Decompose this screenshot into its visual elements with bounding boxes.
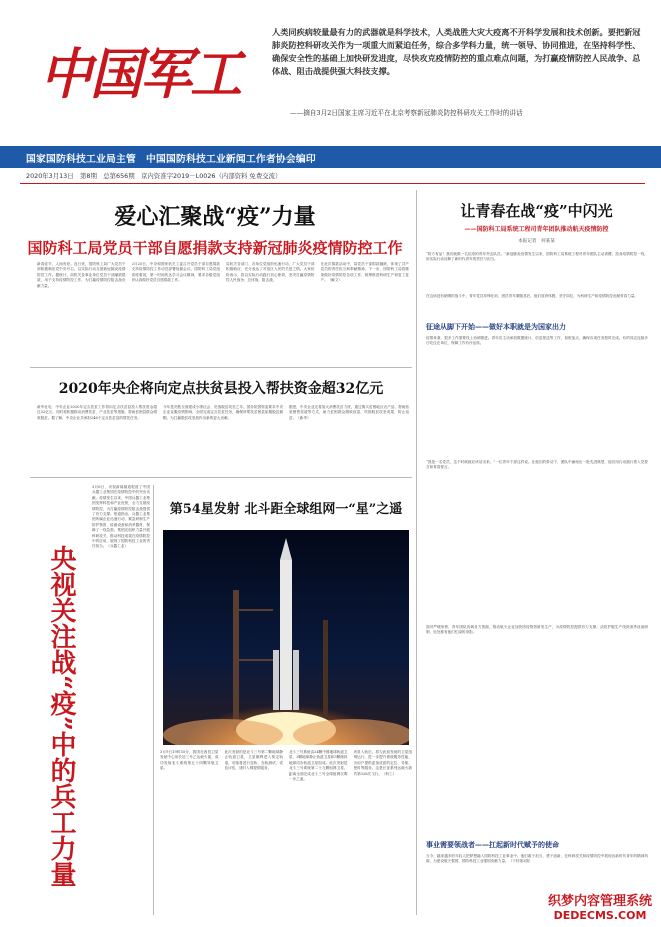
masthead-title: 中国军工	[40, 42, 241, 107]
poverty-body	[37, 405, 409, 473]
left-feature-title-c: 中的兵工力量	[46, 730, 76, 887]
headline-body-col3: 局机关各部门、各单位党组织迅速行动，广大党员干部积极响应，充分表达了对疫区人民的关爱之情。大家纷纷表示，将以实际行动践行初心使命，坚决打赢疫情防控人民战争、总体战、阻击战。	[226, 262, 315, 283]
poverty-body-col2: 今年是决胜全面建成小康社会、决战脱贫攻坚之年。国务院国资委要求中央企业克服疫情影响，全面完成定点扶贫任务，确保所帮扶贫困县如期脱贫摘帽，为打赢脱贫攻坚战作出新的更大贡献。	[163, 405, 283, 420]
launch-photo	[163, 530, 409, 745]
launch-title: 第54星发射 北斗距全球组网一“星”之遥	[169, 502, 403, 517]
masthead-quote-source: ——摘自3月2日国家主席习近平在北京考察新冠肺炎防控科研攻关工作时的讲话	[290, 109, 523, 117]
poverty-body-col3: 据悉，中央企业还将加大消费扶贫力度，通过购买贫困地区农产品、帮助拓宽销售渠道等方式，助力贫困群众增收致富，巩固脱贫攻坚成果，防止返贫。（新华）	[289, 405, 409, 420]
masthead-logo	[40, 20, 250, 140]
right-subtitle: ——国防科工局系统工程司青年团队推动航天疫情防控	[464, 226, 609, 233]
launch-body	[160, 750, 412, 915]
headline-title: 爱心汇聚战“疫”力量	[114, 204, 316, 230]
watermark	[545, 890, 655, 922]
poverty-body-col1: 新华社电 中央企业2020年定点扶贫工作将向定点扶贫县投入帮扶资金超过32亿元，同时将积极推动消费扶贫、产业扶贫等措施，帮助贫困县群众增收脱贫。据了解，中央企业共承担246个定点扶贫县的帮扶任务。	[37, 405, 157, 420]
headline-body	[37, 262, 409, 362]
divider	[416, 190, 417, 915]
right-body-4: “我是一名党员，这个时候就应该站出来。”一位青年干部这样说。在他们的带动下，团队中涌现出一批先进典型，他们用行动践行着入党誓言和青春誓言。	[426, 460, 648, 470]
right-section-2: 事业需要领战者——扛起新时代赋予的使命	[426, 840, 559, 849]
right-title: 让青春在战“疫”中闪光	[460, 202, 613, 220]
right-body-1: “防方有品！我们就做一名抗疫的青年突击队员。”新冠肺炎疫情发生以来，国防科工局系统工程司青年团队主动请缨，投身疫情防控一线，用实际行动诠释了新时代青年的责任与担当。	[426, 252, 648, 262]
headline-body-col2: 2月25日，中央和国家机关工委召开党员干部自愿捐款支持疫情防控工作动员部署视频会议。国防科工局党组高度重视，第一时间传达学习会议精神，要求各级党组织认真做好党员自愿捐款工作。	[131, 262, 220, 283]
headline-body-col1: 新春佳节，人间有爱。连日来，国防科工局广大党员干部积极响应党中央号召，以实际行动支援新冠肺炎疫情防控工作。据统计，局机关及事业单位党员干部踊跃捐款，用于支持疫情防控工作，为打赢疫情防控阻击战贡献力量。	[37, 262, 126, 288]
issue-info: 2020年3月13日 第8期 总第656期 京内资准字2019－L0026（内部资料 免费交流）	[26, 172, 282, 180]
headline-subtitle: 国防科工局党员干部自愿捐款支持新冠肺炎疫情防控工作	[27, 239, 403, 257]
right-body-6: 当今，越来越多的年轻人把梦想融入国防科技工业事业中。他们敢于担当、勇于创新，在科研攻关和疫情防控中展现出新时代青年的精神风貌，为建设航天强国、国防科技工业强国贡献力量。（下转第2版）	[426, 854, 648, 864]
left-feature-body: 3月6日，央视新闻频道报道了中国兵器工业集团在疫情防控中的突出贡献。疫情发生以来，中国兵器工业集团发挥科技和产业优势，全力支援疫情防控，为打赢疫情防控阻击战提供了有力支撑。报道指出，兵器工业集团所属企业迅速行动，紧急研制生产防护物资、检测设备和消杀器材，保障了一线急需。集团还组织力量开展科研攻关，推动科技成果在疫情防控中的应用，展现了国防科技工业的责任担当。（兵器工业）	[92, 485, 150, 549]
launch-body-col4: 该星入轨后，将与此前发射的卫星组网运行，进一步提升系统服务性能，为用户提供更加优质的定位、导航、授时等服务。这是长征系列运载火箭的第328次飞行。（科工）	[353, 750, 412, 776]
watermark-text: 织梦内容管理系统	[547, 894, 652, 909]
right-body-3: 疫情来袭，很多工作需要线上协调推进。青年们主动承担数据统计、信息报送等工作，加班加点，确保各项任务按时完成。有的同志连续多日吃住在单位，保障工作有序运转。	[426, 336, 648, 346]
launch-body-col2: 此次发射的是北斗三号第二颗地球静止轨道卫星，卫星顺利进入预定轨道，后续将进行变轨、在轨测试、试验评估，适时入网提供服务。	[224, 750, 283, 771]
watermark-url: DEDECMS.COM	[553, 909, 647, 922]
banner	[0, 146, 661, 168]
right-body-2: 在这场没有硝烟的战斗中，青年党员冲锋在前，团员青年紧随其后，他们放弃休假，坚守岗位，为科研生产和疫情防控贡献青春力量。	[426, 294, 639, 298]
right-body-5: 面对严峻形势，青年团队协调各方资源，推动航天企业加快防疫物资研发生产，为疫情防控提供有力支撑。从防护服生产线到消杀设备研制，处处都有他们忙碌的身影。	[426, 625, 648, 635]
right-author: 本报记者 何某某	[518, 239, 555, 244]
divider	[153, 485, 154, 915]
rocket-launch-image	[163, 530, 409, 745]
poverty-title: 2020年央企将向定点扶贫县投入帮扶资金超32亿元	[58, 381, 384, 397]
banner-text: 国家国防科技工业局主管 中国国防科技工业新闻工作者协会编印	[26, 154, 316, 165]
launch-body-col3: 北斗三号系统由24颗中圆地球轨道卫星、3颗地球静止轨道卫星和3颗倾斜地球同步轨道卫星组成。此次发射是北斗三号系统第二十九颗组网卫星，距离全面完成北斗三号全球组网仅剩一步之遥。	[289, 750, 348, 782]
left-feature-title-b: “疫”	[46, 675, 76, 731]
divider	[20, 183, 645, 184]
left-feature-title	[34, 545, 88, 887]
divider	[30, 477, 412, 478]
headline-body-col4: 在此次捐款活动中，局党员干部捐款踊跃，体现了共产党员的责任担当和奉献精神。下一步，国防科工局将继续做好疫情防控各项工作，统筹推进科研生产和复工复产。（解文）	[320, 262, 409, 283]
divider	[30, 367, 412, 368]
launch-body-col1: 3月9日19时55分，我国在西昌卫星发射中心用长征三号乙运载火箭，成功发射北斗系统第五十四颗导航卫星。	[160, 750, 219, 771]
masthead-quote: 人类同疾病较量最有力的武器就是科学技术，人类战胜大灾大疫离不开科学发展和技术创新。要把新冠肺炎防控科研攻关作为一项重大而紧迫任务，综合多学科力量，统一领导、协同推进，在坚持科学性、确保安全性的基础上加快研发进度，尽快攻克疫情防控的重点难点问题，为打赢疫情防控人民战争、总体战、阻击战提供强大科技支撑。	[272, 27, 641, 76]
left-feature-title-a: 央视关注战	[46, 545, 76, 675]
right-section-1: 征途从脚下开始——做好本职就是为国家出力	[426, 322, 566, 331]
